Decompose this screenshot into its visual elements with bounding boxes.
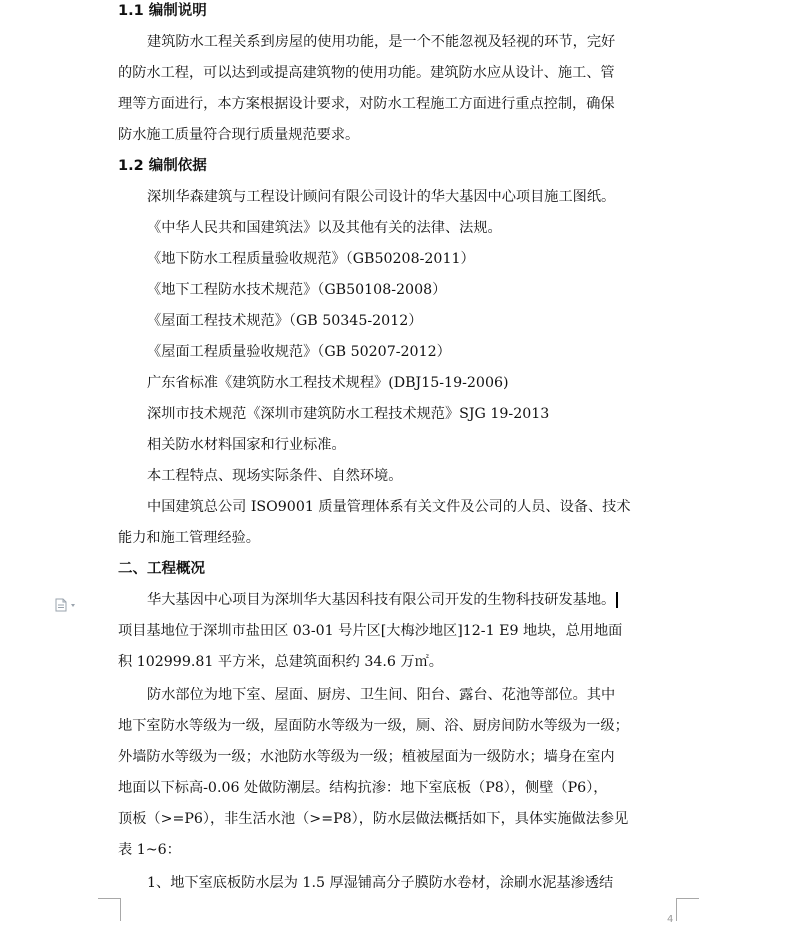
paragraph-options-icon[interactable]: [54, 597, 80, 611]
paragraph-line: 表 1~6：: [118, 842, 181, 858]
paragraph-text: 华大基因中心项目为深圳华大基因科技有限公司开发的生物科技研发基地。: [147, 592, 616, 608]
reference-item: 《屋面工程技术规范》（GB 50345-2012）: [147, 313, 423, 329]
page-number: 4: [667, 914, 674, 925]
section-heading-1-1: 1.1 编制说明: [118, 3, 207, 19]
reference-item: 《地下防水工程质量验收规范》（GB50208-2011）: [147, 251, 475, 267]
paragraph-line: 顶板（>=P6），非生活水池（>=P8），防水层做法概括如下，具体实施做法参见: [118, 811, 629, 827]
paragraph-line: 外墙防水等级为一级；水池防水等级为一级；植被屋面为一级防水；墙身在室内: [118, 749, 615, 765]
paragraph-line: 项目基地位于深圳市盐田区 03-01 号片区[大梅沙地区]12-1 E9 地块，总用地面: [118, 623, 623, 639]
reference-item: 《地下工程防水技术规范》（GB50108-2008）: [147, 282, 447, 298]
paragraph-line: 1、地下室底板防水层为 1.5 厚湿铺高分子膜防水卷材，涂刷水泥基渗透结: [147, 875, 614, 891]
reference-item: 深圳华森建筑与工程设计顾问有限公司设计的华大基因中心项目施工图纸。: [147, 189, 616, 205]
paragraph-line: 积 102999.81 平方米，总建筑面积约 34.6 万㎡。: [118, 654, 443, 670]
paragraph-line: 防水施工质量符合现行质量规范要求。: [118, 127, 360, 143]
paragraph-line: [118, 585, 676, 616]
section-heading-2: 二、工程概况: [118, 561, 205, 577]
paragraph-line: 理等方面进行，本方案根据设计要求，对防水工程施工方面进行重点控制，确保: [118, 96, 615, 112]
margin-corner-right-icon: [676, 898, 699, 921]
reference-item: 本工程特点、现场实际条件、自然环境。: [147, 468, 403, 484]
reference-item: 中国建筑总公司 ISO9001 质量管理体系有关文件及公司的人员、设备、技术: [147, 499, 631, 515]
margin-corner-left-icon: [98, 898, 121, 921]
reference-item: 广东省标准《建筑防水工程技术规程》(DBJ15-19-2006): [147, 375, 509, 391]
paragraph-line: 防水部位为地下室、屋面、厨房、卫生间、阳台、露台、花池等部位。其中: [147, 687, 616, 703]
paragraph-line: 建筑防水工程关系到房屋的使用功能，是一个不能忽视及轻视的环节，完好: [147, 34, 616, 50]
reference-item: 相关防水材料国家和行业标准。: [147, 437, 346, 453]
reference-item: 《屋面工程质量验收规范》（GB 50207-2012）: [147, 344, 451, 360]
section-heading-1-2: 1.2 编制依据: [118, 158, 207, 174]
paragraph-line: 地下室防水等级为一级，屋面防水等级为一级，厕、浴、厨房间防水等级为一级；: [118, 718, 629, 734]
paragraph-line: 能力和施工管理经验。: [118, 530, 260, 546]
reference-item: 《中华人民共和国建筑法》以及其他有关的法律、法规。: [147, 220, 502, 236]
document-body[interactable]: [118, 0, 676, 899]
paragraph-line: 地面以下标高-0.06 处做防潮层。结构抗渗：地下室底板（P8），侧壁（P6），: [118, 780, 608, 796]
text-cursor: [616, 592, 618, 608]
paragraph-line: 的防水工程，可以达到或提高建筑物的使用功能。建筑防水应从设计、施工、管: [118, 65, 615, 81]
reference-item: 深圳市技术规范《深圳市建筑防水工程技术规范》SJG 19-2013: [147, 406, 550, 422]
